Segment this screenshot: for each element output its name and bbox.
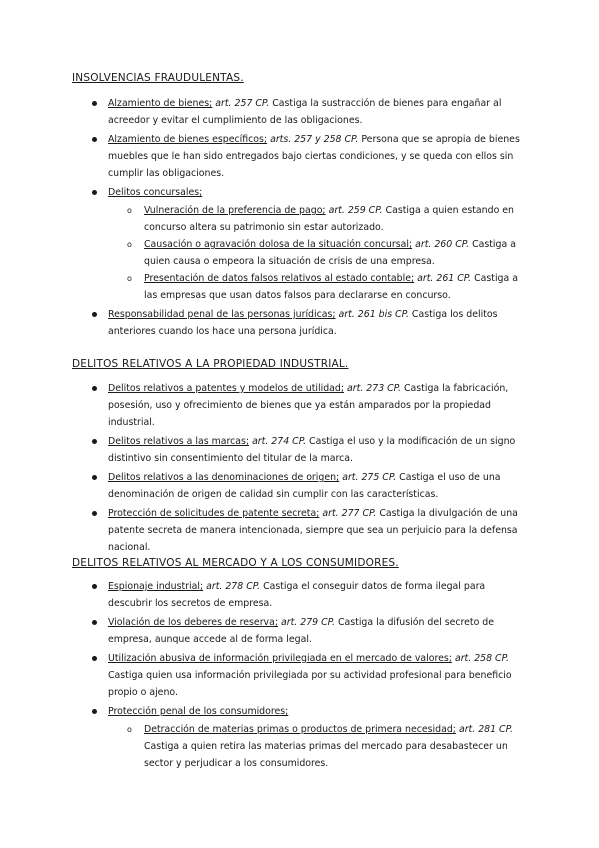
sub-list-item: o Presentación de datos falsos relativos al estado contable; art. 261 CP. Castiga a las empresas que usan datos falsos para declararse en concurso. [144,270,528,304]
sub-list [144,721,528,772]
sub-list-item: o Causación o agravación dolosa de la situación concursal; art. 260 CP. Castiga a quien causa o empeora la situación de crisis de una empresa. [144,236,528,270]
bullet-list [108,95,528,342]
list-item: Protección penal de los consumidores; o Detracción de materias primas o productos de primera necesidad; art. 281 CP. Castiga a quien retira las materias primas del mercado para desabastecer un sector y perjudicar a los consumidores. [108,703,528,772]
list-item: Responsabilidad penal de las personas jurídicas; art. 261 bis CP. Castiga los delitos anteriores cuando los hace una persona jurídica. [108,306,528,340]
list-item: Delitos relativos a las marcas; art. 274 CP. Castiga el uso y la modificación de un signo distintivo sin consentimiento del titular de la marca. [108,433,528,467]
list-item: Violación de los deberes de reserva; art. 279 CP. Castiga la difusión del secreto de empresa, aunque accede al de forma legal. [108,614,528,648]
section-heading: DELITOS RELATIVOS A LA PROPIEDAD INDUSTRIAL. [72,358,349,370]
section-heading: INSOLVENCIAS FRAUDULENTAS. [72,72,244,84]
bullet-list [108,578,528,774]
list-item: Alzamiento de bienes; art. 257 CP. Castiga la sustracción de bienes para engañar al acreedor y evitar el cumplimiento de las obligaciones. [108,95,528,129]
sub-list-item: o Detracción de materias primas o productos de primera necesidad; art. 281 CP. Castiga a quien retira las materias primas del mercado para desabastecer un sector y perjudicar a los consumidores. [144,721,528,772]
list-item: Espionaje industrial; art. 278 CP. Castiga el conseguir datos de forma ilegal para descubrir los secretos de empresa. [108,578,528,612]
list-item: Protección de solicitudes de patente secreta; art. 277 CP. Castiga la divulgación de una patente secreta de manera intencionada, siempre que sea un perjuicio para la defensa nacional. [108,505,528,556]
section-heading: DELITOS RELATIVOS AL MERCADO Y A LOS CONSUMIDORES. [72,557,399,569]
bullet-list [108,380,528,558]
list-item: Delitos relativos a las denominaciones de origen; art. 275 CP. Castiga el uso de una denominación de origen de calidad sin cumplir con las características. [108,469,528,503]
sub-list [144,202,528,304]
list-item: Utilización abusiva de información privilegiada en el mercado de valores; art. 258 CP. Castiga quien usa información privilegiada por su actividad profesional para beneficio propio o ajeno. [108,650,528,701]
list-item: Delitos relativos a patentes y modelos de utilidad; art. 273 CP. Castiga la fabricación, posesión, uso y ofrecimiento de bienes que ya están amparados por la propiedad industrial. [108,380,528,431]
sub-list-item: o Vulneración de la preferencia de pago; art. 259 CP. Castiga a quien estando en concurso altera su patrimonio sin estar autorizado. [144,202,528,236]
list-item: Alzamiento de bienes específicos; arts. 257 y 258 CP. Persona que se apropia de bienes muebles que le han sido entregados bajo ciertas condiciones, y se queda con ellos sin cumplir las obligaciones. [108,131,528,182]
list-item: Delitos concursales; o Vulneración de la preferencia de pago; art. 259 CP. Castiga a quien estando en concurso altera su patrimonio sin estar autorizado. o Causación o agravación dolosa de la situación concursal; art. 260 CP. Castiga a quien causa o empeora la situación de crisis de una empresa. o Presentación de datos falsos relativos al estado contable; art. 261 CP. Castiga a las empresas que usan datos falsos para declararse en concurso. [108,184,528,304]
